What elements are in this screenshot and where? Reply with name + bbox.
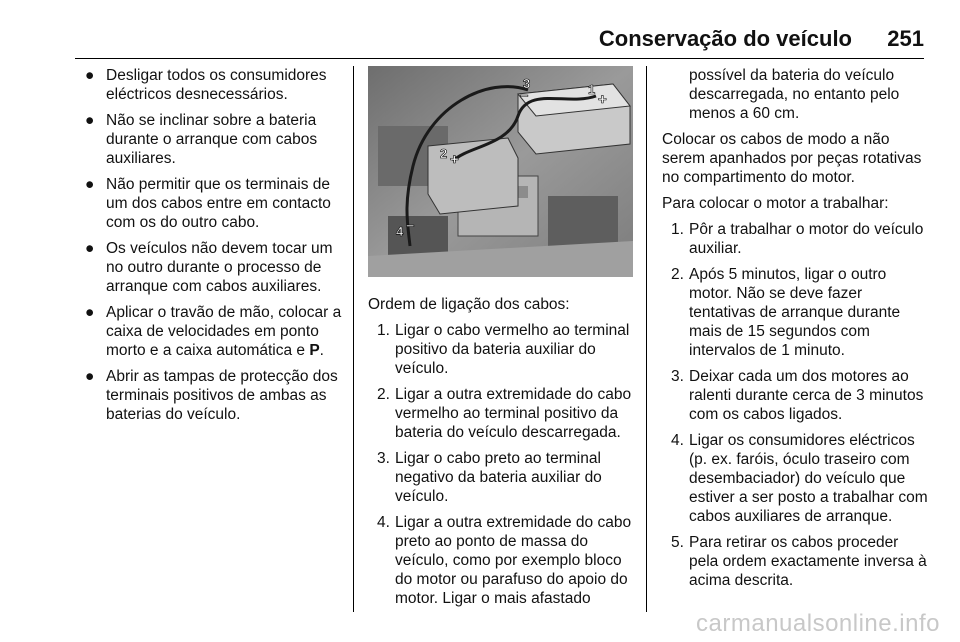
list-item: 4. Ligar os consumidores eléctricos (p. ex. faróis, óculo traseiro com desembaciador) do veículo que estiver a ser posto a trabalhar com cabos auxiliares de arranque. — [671, 432, 928, 525]
precautions-list — [76, 66, 342, 424]
page-header — [75, 24, 924, 59]
bullet-icon: ● — [85, 304, 95, 321]
figure-label-3: 3 — [523, 76, 531, 91]
list-item: ● Abrir as tampas de protecção dos terminais positivos de ambas as baterias do veículo. — [85, 368, 338, 423]
page-number: 251 — [887, 26, 924, 51]
list-item: ● Não se inclinar sobre a bateria durante o arranque com cabos auxiliares. — [85, 112, 318, 167]
list-item: 3. Ligar o cabo preto ao terminal negativo da bateria auxiliar do veículo. — [377, 450, 602, 505]
bullet-icon: ● — [85, 240, 95, 257]
start-steps — [662, 220, 928, 590]
watermark: carmanualsonline.info — [696, 610, 940, 637]
minus-sign: – — [406, 217, 415, 234]
figure-label-2: 2 — [440, 146, 448, 161]
connection-order-intro: Ordem de ligação dos cabos: — [368, 296, 570, 313]
list-item: 1. Ligar o cabo vermelho ao terminal positivo da bateria auxiliar do veículo. — [377, 322, 630, 377]
bullet-icon: ● — [85, 67, 95, 84]
connection-steps — [368, 321, 634, 608]
list-item: ● Os veículos não devem tocar um no outro durante o processo de arranque com cabos auxiliares. — [85, 240, 333, 295]
figure-label-1: 1 — [588, 82, 596, 97]
cable-placement-note: Colocar os cabos de modo a não serem apanhados por peças rotativas no compartimento do motor. — [662, 131, 922, 186]
list-item: 4. Ligar a outra extremidade do cabo preto ao ponto de massa do veículo, como por exemplo bloco do motor ou parafuso do apoio do motor. Ligar o mais afastado — [377, 514, 632, 607]
plus-sign: + — [598, 91, 607, 108]
gear-position-p: P — [309, 342, 320, 359]
bullet-icon: ● — [85, 176, 95, 193]
jump-start-illustration — [368, 66, 633, 277]
list-item: ● Não permitir que os terminais de um dos cabos entre em contacto com os do outro cabo. — [85, 176, 331, 231]
list-item: 5. Para retirar os cabos proceder pela ordem exactamente inversa à acima descrita. — [671, 534, 927, 589]
column-1 — [76, 66, 342, 431]
list-item: 3. Deixar cada um dos motores ao ralenti durante cerca de 3 minutos com os cabos ligados. — [671, 368, 924, 423]
figure-label-4: 4 — [396, 224, 404, 239]
step-continuation: possível da bateria do veículo descarregada, no entanto pelo menos a 60 cm. — [689, 67, 900, 122]
column-2 — [368, 66, 634, 615]
list-item: 2. Após 5 minutos, ligar o outro motor. Não se deve fazer tentativas de arranque durante mais de 15 segundos com intervalos de 1 minuto. — [671, 266, 901, 359]
plus-sign: + — [450, 151, 459, 168]
column-divider-1 — [353, 66, 354, 612]
column-divider-2 — [646, 66, 647, 612]
bullet-icon: ● — [85, 112, 95, 129]
start-engine-intro: Para colocar o motor a trabalhar: — [662, 195, 889, 212]
list-item: ● Aplicar o travão de mão, colocar a caixa de velocidades em ponto morto e a caixa automática e P. — [85, 304, 342, 359]
page-title: Conservação do veículo — [598, 26, 852, 51]
list-item: 1. Pôr a trabalhar o motor do veículo auxiliar. — [671, 221, 924, 257]
minus-sign: – — [520, 87, 529, 104]
list-item: 2. Ligar a outra extremidade do cabo vermelho ao terminal positivo da bateria do veículo descarregada. — [377, 386, 632, 441]
list-item: ● Desligar todos os consumidores eléctricos desnecessários. — [85, 67, 327, 103]
bullet-icon: ● — [85, 368, 95, 385]
column-3 — [662, 66, 928, 597]
